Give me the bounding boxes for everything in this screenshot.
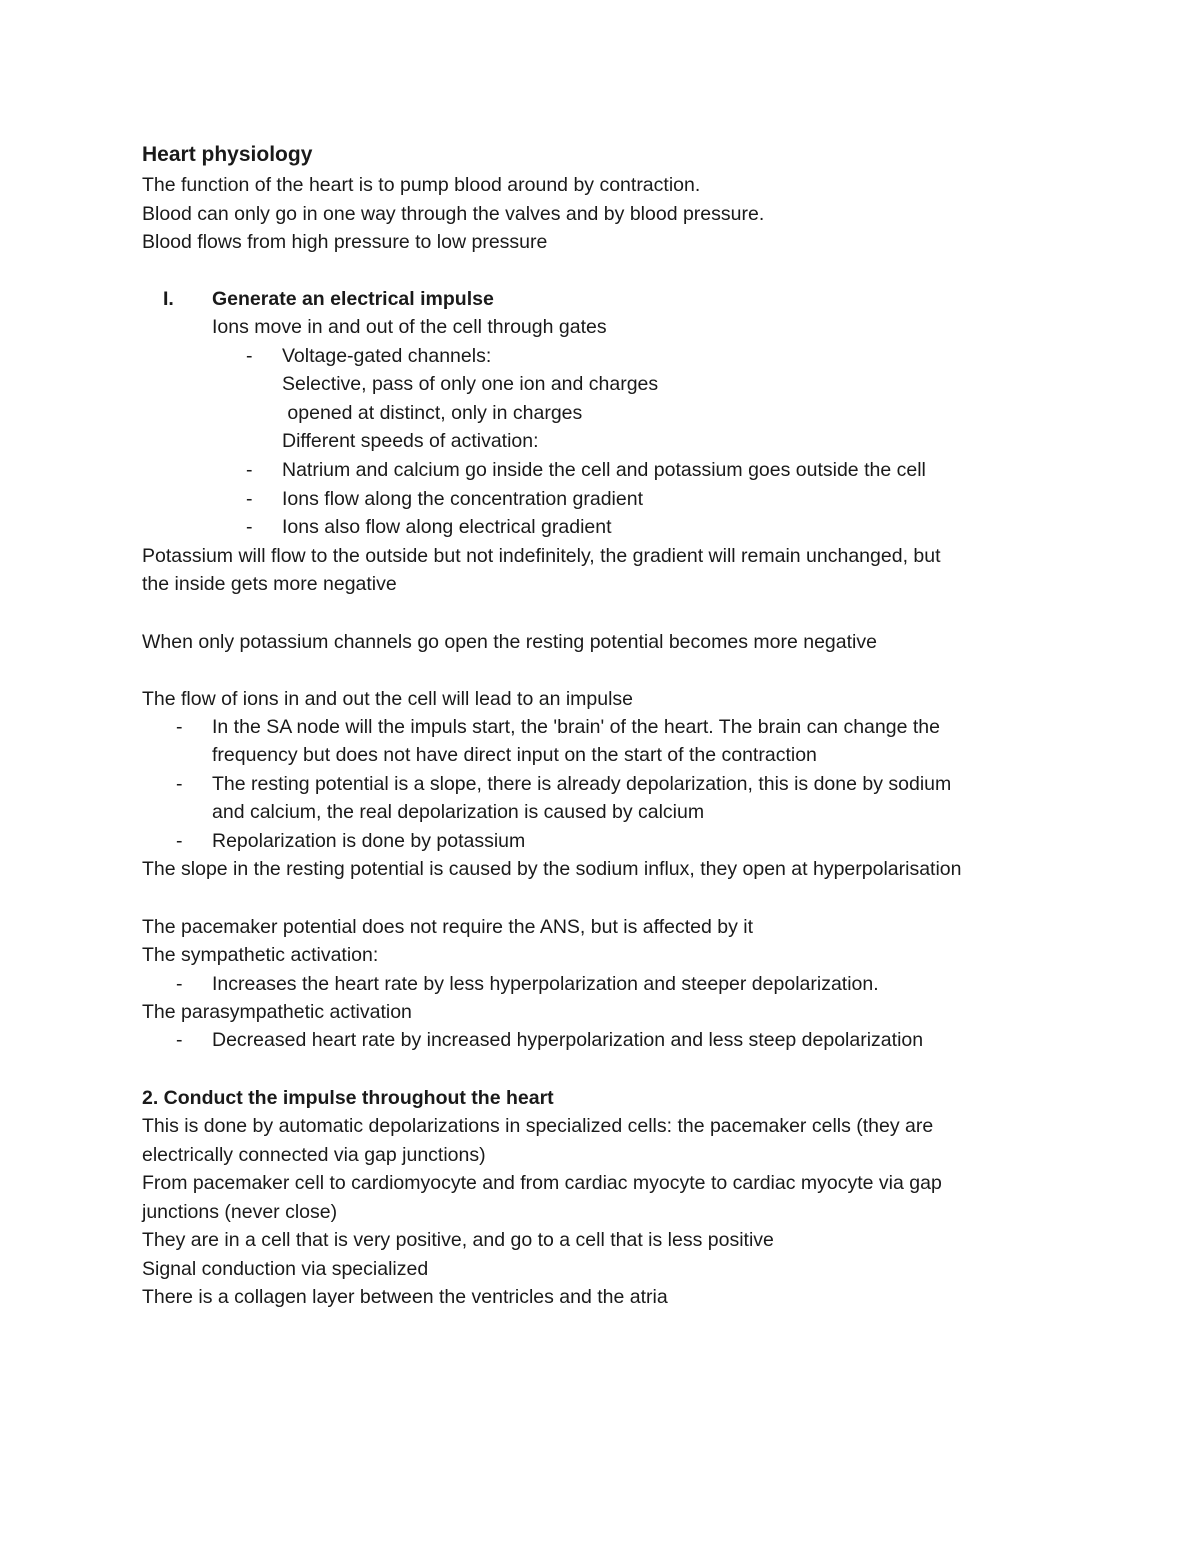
paragraph-line: They are in a cell that is very positive, and go to a cell that is less positive	[142, 1229, 774, 1251]
bullet-dash: -	[176, 1029, 183, 1051]
bullet-text: Voltage-gated channels:	[282, 345, 492, 367]
bullet-text: The resting potential is a slope, there is already depolarization, this is done by sodium	[212, 773, 952, 795]
intro-line: Blood can only go in one way through the valves and by blood pressure.	[142, 203, 765, 225]
section-heading: 2. Conduct the impulse throughout the heart	[142, 1087, 554, 1109]
bullet-text: Ions also flow along electrical gradient	[282, 516, 612, 538]
bullet-subtext: Different speeds of activation:	[282, 430, 539, 452]
paragraph-line: The sympathetic activation:	[142, 944, 379, 966]
bullet-subtext: opened at distinct, only in charges	[282, 402, 583, 424]
bullet-dash: -	[246, 488, 253, 510]
paragraph-line: electrically connected via gap junctions)	[142, 1144, 486, 1166]
bullet-dash: -	[246, 459, 253, 481]
section-heading: Generate an electrical impulse	[212, 288, 494, 310]
paragraph-line: There is a collagen layer between the ventricles and the atria	[142, 1286, 668, 1308]
bullet-text: Increases the heart rate by less hyperpolarization and steeper depolarization.	[212, 973, 879, 995]
paragraph-line: The flow of ions in and out the cell will lead to an impulse	[142, 688, 634, 710]
bullet-text: and calcium, the real depolarization is caused by calcium	[212, 801, 705, 823]
paragraph-line: Potassium will flow to the outside but not indefinitely, the gradient will remain unchanged, but	[142, 545, 941, 567]
paragraph-line: From pacemaker cell to cardiomyocyte and from cardiac myocyte to cardiac myocyte via gap	[142, 1172, 942, 1194]
bullet-text: frequency but does not have direct input on the start of the contraction	[212, 744, 817, 766]
paragraph-line: the inside gets more negative	[142, 573, 397, 595]
bullet-dash: -	[176, 973, 183, 995]
bullet-text: Ions flow along the concentration gradient	[282, 488, 643, 510]
paragraph-line: Signal conduction via specialized	[142, 1258, 429, 1280]
bullet-dash: -	[176, 773, 183, 795]
paragraph-line: junctions (never close)	[142, 1201, 338, 1223]
intro-line: The function of the heart is to pump blood around by contraction.	[142, 174, 701, 196]
paragraph-line: The slope in the resting potential is caused by the sodium influx, they open at hyperpolarisation	[142, 858, 962, 880]
bullet-subtext: Selective, pass of only one ion and charges	[282, 373, 659, 395]
bullet-dash: -	[246, 345, 253, 367]
intro-line: Blood flows from high pressure to low pressure	[142, 231, 548, 253]
bullet-text: Repolarization is done by potassium	[212, 830, 526, 852]
paragraph-line: This is done by automatic depolarizations in specialized cells: the pacemaker cells (they are	[142, 1115, 934, 1137]
paragraph-line: The pacemaker potential does not require the ANS, but is affected by it	[142, 916, 754, 938]
bullet-dash: -	[176, 716, 183, 738]
section-numeral: I.	[163, 288, 174, 310]
page-title: Heart physiology	[142, 143, 313, 166]
bullet-dash: -	[246, 516, 253, 538]
bullet-text: In the SA node will the impuls start, the 'brain' of the heart. The brain can change the	[212, 716, 940, 738]
paragraph-line: When only potassium channels go open the resting potential becomes more negative	[142, 631, 877, 653]
paragraph-line: The parasympathetic activation	[142, 1001, 412, 1023]
bullet-dash: -	[176, 830, 183, 852]
bullet-text: Decreased heart rate by increased hyperpolarization and less steep depolarization	[212, 1029, 924, 1051]
section-lead: Ions move in and out of the cell through gates	[212, 316, 607, 338]
bullet-text: Natrium and calcium go inside the cell and potassium goes outside the cell	[282, 459, 926, 481]
